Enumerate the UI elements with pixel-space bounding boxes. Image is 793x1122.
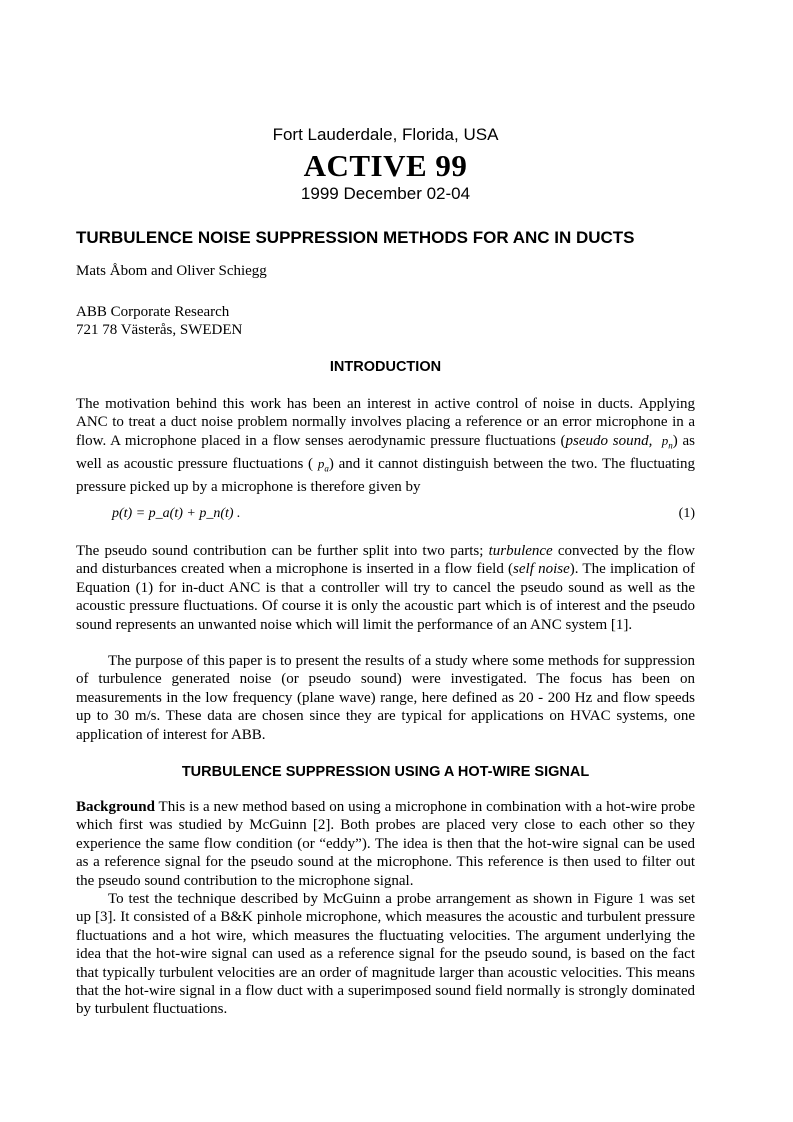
conference-date: 1999 December 02-04 xyxy=(300,184,471,203)
section2-paragraph-1: Background This is a new method based on using a microphone in combination with a hot-wire probe which first was studied by McGuinn [2]. Both probes are placed very close to each other so they experience the same flow condition (or “eddy”). The idea is then that the hot-wire signal can be used as a reference signal for the pseudo sound at the microphone. This reference is then used to filter out the pseudo sound contribution to the microphone signal. xyxy=(76,799,695,889)
conference-name: ACTIVE 99 xyxy=(303,148,468,183)
affiliation-address: 721 78 Västerås, SWEDEN xyxy=(76,322,243,339)
section2-paragraph-2: To test the technique described by McGuinn a probe arrangement as shown in Figure 1 was set up [3]. It consisted of a B&K pinhole microphone, which measures the acoustic and turbulent pressure fluctuations and a hot wire, which measures the fluctuating velocities. The argument underlying the idea that the hot-wire signal can used as a reference signal for the pseudo sound, is based on the fact that typically turbulent velocities are an order of magnitude larger than acoustic velocities. This means that the hot-wire signal in a flow duct with a superimposed sound field normally is strongly dominated by turbulent fluctuations. xyxy=(76,891,695,1018)
paper-title: TURBULENCE NOISE SUPPRESSION METHODS FOR ANC IN DUCTS xyxy=(76,228,635,247)
affiliation-org: ABB Corporate Research xyxy=(76,304,230,320)
section-heading-introduction: INTRODUCTION xyxy=(329,359,442,375)
symbol-p-a: $p_a$ xyxy=(317,455,329,474)
equation-expression: p(t) = p_a(t) + p_n(t) . xyxy=(112,506,241,521)
intro-paragraph-2: The pseudo sound contribution can be further split into two parts; turbulence convected by the flow and disturbances created when a microphone is inserted in a flow field (self noise). The implication of Equation (1) for in-duct ANC is that a controller will try to cancel the pseudo sound as well as the acoustic pressure fluctuations. Of course it is only the acoustic part which is of interest and the pseudo sound represents an unwanted noise which will limit the performance of an ANC system [1]. xyxy=(76,543,695,633)
equation-number: (1) xyxy=(678,506,695,521)
section-heading-hot-wire: TURBULENCE SUPPRESSION USING A HOT-WIRE SIGNAL xyxy=(181,764,590,780)
affiliation xyxy=(76,303,242,339)
paragraph-lead-background: Background xyxy=(76,799,155,815)
symbol-p-n: $p_n$ xyxy=(661,432,673,451)
intro-paragraph-3: The purpose of this paper is to present the results of a study where some methods for suppression of turbulence generated noise (or pseudo sound) were investigated. The focus has been on measurements in the low frequency (plane wave) range, here defined as 20 - 200 Hz and flow speeds up to 30 m/s. These data are chosen since they are typical for applications on HVAC systems, one application of interest for ABB. xyxy=(76,653,695,743)
conference-location: Fort Lauderdale, Florida, USA xyxy=(272,125,499,144)
intro-paragraph-1: The motivation behind this work has been an interest in active control of noise in ducts. Applying ANC to treat a duct noise problem normally involves placing a reference or an error microphone in a flow. A microphone placed in a flow senses aerodynamic pressure fluctuations (pseudo sound, $p_n$) as well as acoustic pressure fluctuations ( $p_a$) and it cannot distinguish between the two. The fluctuating pressure picked up by a microphone is therefore given by xyxy=(76,396,696,495)
authors: Mats Åbom and Oliver Schiegg xyxy=(76,263,267,279)
